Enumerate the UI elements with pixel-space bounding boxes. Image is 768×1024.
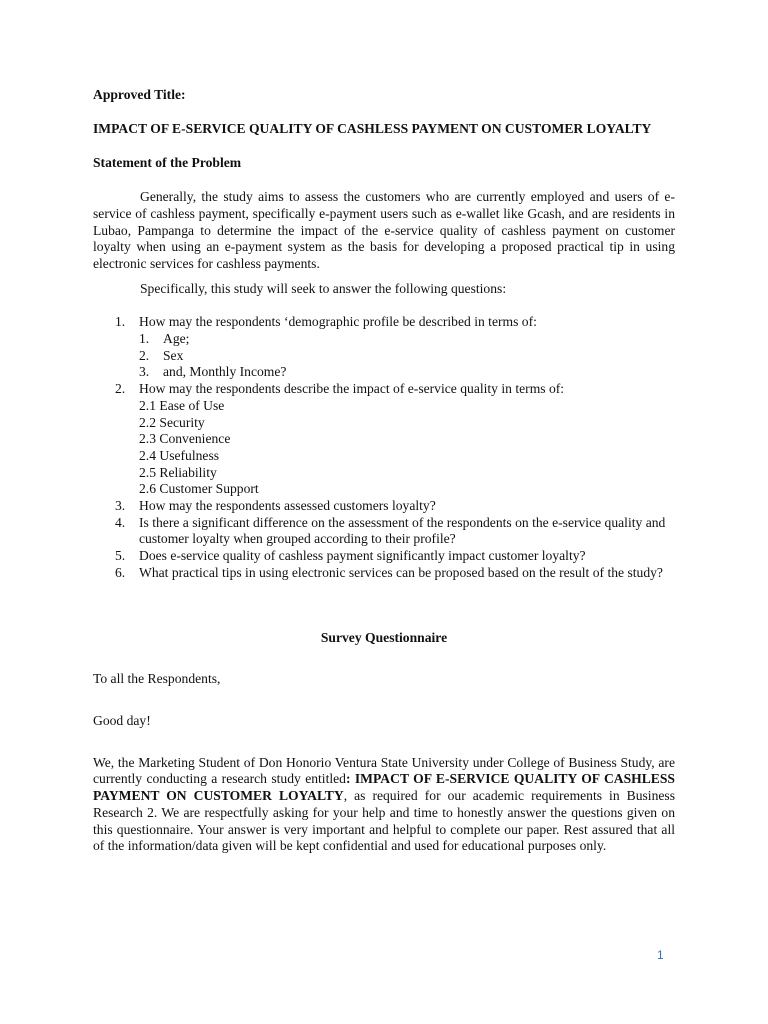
- dimension-item: 2.4 Usefulness: [139, 447, 220, 463]
- question-item: [93, 314, 675, 381]
- letter-part1: We, the Marketing Student of Don Honorio Ventura State University under College of Business Study, are currently conducting a research study entitled: [93, 754, 675, 787]
- sub-item: [139, 364, 675, 381]
- good-day: Good day!: [93, 712, 151, 728]
- question-item: [93, 498, 675, 515]
- question-text: Does e-service quality of cashless payment significantly impact customer loyalty?: [139, 548, 586, 564]
- question-item: [93, 515, 675, 548]
- question-number: 6.: [115, 564, 126, 580]
- dimension-list: [139, 398, 675, 498]
- sub-list: [139, 331, 675, 381]
- sub-item: [139, 331, 675, 348]
- general-paragraph: Generally, the study aims to assess the customers who are currently employed and users of e-service of cashless payment, specifically e-payment users such as e-wallet like Gcash, and are residents in Lubao, Pampanga to determine the impact of the e-service quality of cashless payment on customer loyalty when using an e-payment system as the basis for developing a proposed practical tip in using electronic services for cashless payments.: [93, 189, 675, 271]
- sub-number: 2.: [139, 347, 150, 363]
- dimension-item: 2.6 Customer Support: [139, 481, 259, 497]
- sub-text: Sex: [163, 347, 184, 363]
- question-text: How may the respondents describe the impact of e-service quality in terms of:: [139, 381, 565, 397]
- question-number: 2.: [115, 381, 126, 397]
- question-text: Is there a significant difference on the assessment of the respondents on the e-service quality and customer loyalty when grouped according to their profile?: [139, 514, 666, 547]
- questions-list: [93, 314, 675, 581]
- letter-bold-title: IMPACT OF E-SERVICE QUALITY OF CASHLESS PAYMENT ON CUSTOMER LOYALTY: [93, 771, 675, 804]
- survey-heading: Survey Questionnaire: [320, 629, 448, 645]
- statement-heading: Statement of the Problem: [93, 155, 242, 171]
- document-title: IMPACT OF E-SERVICE QUALITY OF CASHLESS PAYMENT ON CUSTOMER LOYALTY: [93, 120, 652, 136]
- letter-colon: :: [345, 771, 355, 787]
- letter-paragraph: [93, 755, 675, 855]
- dimension-item: 2.3 Convenience: [139, 431, 231, 447]
- question-item: [93, 565, 675, 582]
- letter-part2: , as required for our academic requirements in Business Research 2. We are respectfully asking for your help and time to honestly answer the questions given on this questionnaire. Your answer is very important and helpful to complete our paper. Rest assured that all of the information/data given will be kept confidential and used for educational purposes only.: [93, 788, 675, 854]
- greeting: To all the Respondents,: [93, 671, 221, 687]
- document-page: [93, 87, 675, 855]
- approved-title-label: Approved Title:: [93, 87, 186, 102]
- dimension-item: 2.2 Security: [139, 414, 205, 430]
- sub-number: 1.: [139, 331, 150, 347]
- specific-paragraph: Specifically, this study will seek to answer the following questions:: [140, 280, 507, 296]
- dimension-item: 2.5 Reliability: [139, 464, 217, 480]
- question-number: 1.: [115, 314, 126, 330]
- question-number: 5.: [115, 548, 126, 564]
- question-number: 4.: [115, 514, 126, 530]
- sub-text: and, Monthly Income?: [163, 364, 287, 380]
- sub-text: Age;: [163, 331, 190, 347]
- question-number: 3.: [115, 498, 126, 514]
- sub-number: 3.: [139, 364, 150, 380]
- question-item: [93, 548, 675, 565]
- sub-item: [139, 348, 675, 365]
- question-text: How may the respondents ‘demographic profile be described in terms of:: [139, 314, 537, 330]
- question-text: How may the respondents assessed customers loyalty?: [139, 498, 436, 514]
- dimension-item: 2.1 Ease of Use: [139, 397, 225, 413]
- question-item: [93, 381, 675, 498]
- question-text: What practical tips in using electronic services can be proposed based on the result of the study?: [139, 564, 663, 580]
- page-number: 1: [657, 948, 664, 962]
